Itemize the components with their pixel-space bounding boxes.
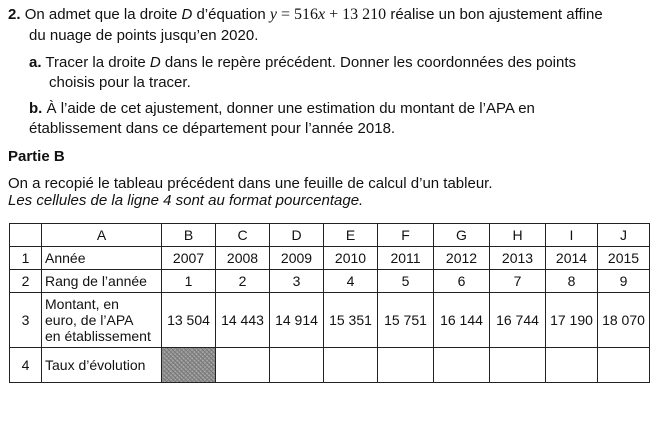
- col-header-d: D: [270, 224, 324, 247]
- eq-mid: = 516: [276, 6, 319, 23]
- cell-c3[interactable]: 14 443: [216, 293, 270, 348]
- partie-b-line-2: Les cellules de la ligne 4 sont au format pourcentage.: [8, 192, 364, 209]
- cell-a3-line-1: Montant, en: [45, 296, 119, 312]
- cell-d3[interactable]: 14 914: [270, 293, 324, 348]
- partie-b-title: Partie B: [8, 148, 65, 165]
- cell-c2[interactable]: 2: [216, 270, 270, 293]
- cell-f2[interactable]: 5: [378, 270, 434, 293]
- col-header-g: G: [434, 224, 490, 247]
- cell-j2[interactable]: 9: [598, 270, 650, 293]
- partie-b-line-1: On a recopié le tableau précédent dans une feuille de calcul d’un tableur.: [8, 175, 493, 192]
- cell-d4[interactable]: [270, 348, 324, 383]
- cell-a2[interactable]: Rang de l’année: [42, 270, 162, 293]
- cell-b1[interactable]: 2007: [162, 247, 216, 270]
- cell-d2[interactable]: 3: [270, 270, 324, 293]
- col-header-c: C: [216, 224, 270, 247]
- cell-i2[interactable]: 8: [546, 270, 598, 293]
- cell-j1[interactable]: 2015: [598, 247, 650, 270]
- eq-x: x: [318, 6, 326, 23]
- cell-f4[interactable]: [378, 348, 434, 383]
- question-2b-line-2: établissement dans ce département pour l’année 2018.: [29, 120, 396, 137]
- cell-b3[interactable]: 13 504: [162, 293, 216, 348]
- cell-b4-shaded: [162, 348, 216, 383]
- cell-c1[interactable]: 2008: [216, 247, 270, 270]
- cell-g1[interactable]: 2012: [434, 247, 490, 270]
- row-header-3: 3: [10, 293, 42, 348]
- table-row: [10, 348, 650, 383]
- cell-a3-line-3: en établissement: [45, 328, 151, 344]
- q2a-label: a.: [29, 54, 42, 71]
- q2a-line-d: D: [149, 54, 161, 71]
- equation: [270, 6, 386, 23]
- cell-a4[interactable]: Taux d’évolution: [42, 348, 162, 383]
- cell-e1[interactable]: 2010: [324, 247, 378, 270]
- cell-i1[interactable]: 2014: [546, 247, 598, 270]
- cell-e2[interactable]: 4: [324, 270, 378, 293]
- cell-d1[interactable]: 2009: [270, 247, 324, 270]
- question-2b-line-1: [29, 100, 535, 118]
- cell-f3[interactable]: 15 751: [378, 293, 434, 348]
- cell-g3[interactable]: 16 144: [434, 293, 490, 348]
- eq-y: y: [269, 6, 277, 23]
- table-row: [10, 293, 650, 348]
- question-2-line-1: [8, 6, 603, 24]
- question-2a-line-2: choisis pour la tracer.: [49, 74, 191, 91]
- header-row: [10, 224, 650, 247]
- cell-c4[interactable]: [216, 348, 270, 383]
- question-2a-line-1: [29, 54, 576, 72]
- col-header-j: J: [598, 224, 650, 247]
- q2a-text-b: dans le repère précédent. Donner les coordonnées des points: [160, 54, 577, 71]
- cell-j4[interactable]: [598, 348, 650, 383]
- cell-a1[interactable]: Année: [42, 247, 162, 270]
- col-header-h: H: [490, 224, 546, 247]
- table-row: [10, 247, 650, 270]
- q2-text-c: réalise un bon ajustement affine: [386, 6, 603, 23]
- cell-b2[interactable]: 1: [162, 270, 216, 293]
- question-number: 2.: [8, 6, 21, 23]
- cell-h1[interactable]: 2013: [490, 247, 546, 270]
- cell-i4[interactable]: [546, 348, 598, 383]
- cell-h3[interactable]: 16 744: [490, 293, 546, 348]
- col-header-b: B: [162, 224, 216, 247]
- cell-a3[interactable]: [42, 293, 162, 348]
- cell-j3[interactable]: 18 070: [598, 293, 650, 348]
- row-header-2: 2: [10, 270, 42, 293]
- q2b-text: À l’aide de cet ajustement, donner une estimation du montant de l’APA en: [46, 100, 535, 117]
- cell-e3[interactable]: 15 351: [324, 293, 378, 348]
- cell-g2[interactable]: 6: [434, 270, 490, 293]
- spreadsheet-table: [9, 223, 650, 383]
- col-header-i: I: [546, 224, 598, 247]
- row-header-4: 4: [10, 348, 42, 383]
- row-header-1: 1: [10, 247, 42, 270]
- cell-f1[interactable]: 2011: [378, 247, 434, 270]
- question-2-line-2: du nuage de points jusqu’en 2020.: [29, 27, 259, 44]
- eq-end: + 13 210: [325, 6, 387, 23]
- cell-a3-line-2: euro, de l’APA: [45, 312, 134, 328]
- q2a-text-a: Tracer la droite: [45, 54, 150, 71]
- cell-g4[interactable]: [434, 348, 490, 383]
- q2-text-a: On admet que la droite: [24, 6, 182, 23]
- corner-cell: [10, 224, 42, 247]
- table-row: [10, 270, 650, 293]
- cell-i3[interactable]: 17 190: [546, 293, 598, 348]
- q2-text-b: d’équation: [192, 6, 270, 23]
- cell-h4[interactable]: [490, 348, 546, 383]
- q2-line-d: D: [181, 6, 193, 23]
- col-header-f: F: [378, 224, 434, 247]
- col-header-a: A: [42, 224, 162, 247]
- cell-e4[interactable]: [324, 348, 378, 383]
- col-header-e: E: [324, 224, 378, 247]
- q2b-label: b.: [29, 100, 43, 117]
- cell-h2[interactable]: 7: [490, 270, 546, 293]
